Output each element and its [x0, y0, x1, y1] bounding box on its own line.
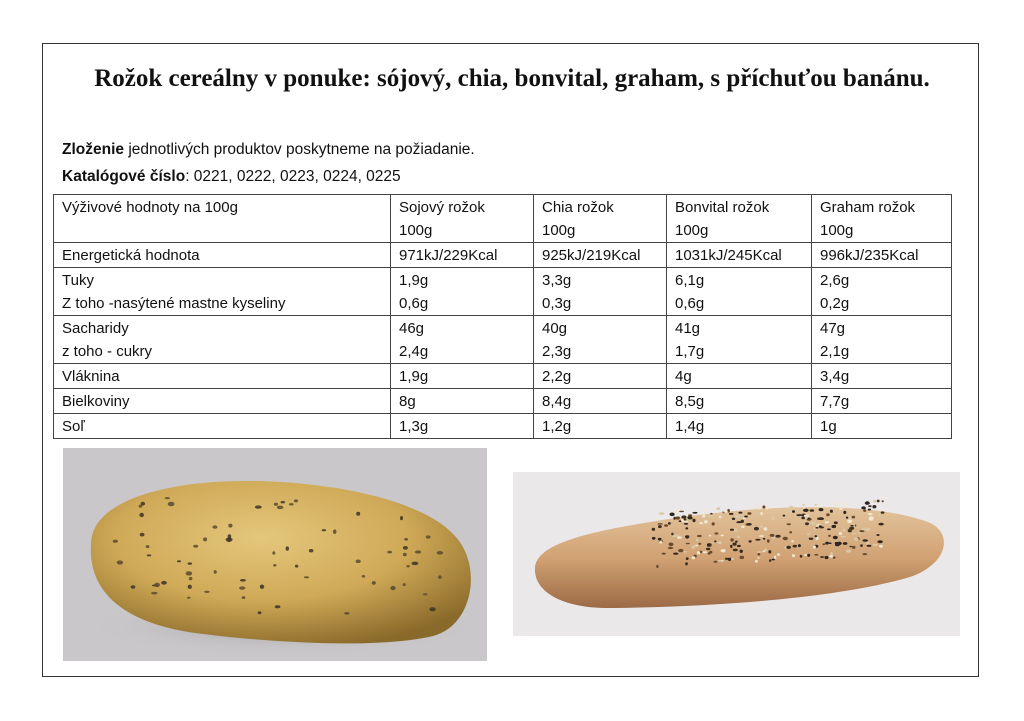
table-row: [54, 389, 952, 414]
cell-value: 47g: [820, 320, 846, 337]
table-cell: [812, 243, 952, 268]
table-cell: [667, 243, 812, 268]
cell-value: 8g: [399, 393, 416, 410]
cell-value: 8,5g: [675, 393, 705, 410]
table-cell: [667, 364, 812, 389]
row-label: Energetická hodnota: [62, 247, 200, 264]
catalog-label: Katalógové číslo: [62, 168, 186, 185]
table-cell: [534, 389, 667, 414]
row-label: Sacharidy: [62, 320, 129, 337]
nutrition-table: [53, 194, 952, 439]
row-label-cell: [54, 243, 391, 268]
table-cell: [812, 316, 952, 364]
cell-subvalue: 0,2g: [820, 295, 850, 312]
header-label-cell: [54, 195, 391, 243]
cell-value: 40g: [542, 320, 568, 337]
column-name: Sojový rožok: [399, 199, 485, 216]
row-label: Tuky: [62, 272, 94, 289]
table-cell: [667, 414, 812, 439]
column-unit: 100g: [675, 222, 709, 239]
table-cell: [391, 268, 534, 316]
table-cell: [812, 414, 952, 439]
row-sublabel: z toho - cukry: [62, 343, 153, 360]
table-header-row: [54, 195, 952, 243]
cell-subvalue: 0,6g: [675, 295, 705, 312]
table-cell: [667, 316, 812, 364]
header-label: Výživové hodnoty na 100g: [62, 199, 238, 216]
row-sublabel: Z toho -nasýtené mastne kyseliny: [62, 295, 286, 312]
cell-subvalue: 2,3g: [542, 343, 572, 360]
row-label: Vláknina: [62, 368, 120, 385]
table-cell: [667, 389, 812, 414]
catalog-line: [62, 168, 401, 186]
cell-value: 7,7g: [820, 393, 850, 410]
cell-value: 4g: [675, 368, 692, 385]
row-label-cell: [54, 414, 391, 439]
cell-value: 3,3g: [542, 272, 572, 289]
bread-roll-illustration: [63, 448, 487, 661]
row-label-cell: [54, 316, 391, 364]
table-cell: [812, 389, 952, 414]
cell-value: 41g: [675, 320, 701, 337]
table-row: [54, 316, 952, 364]
table-cell: [391, 243, 534, 268]
cell-subvalue: 2,4g: [399, 343, 429, 360]
row-label-cell: [54, 268, 391, 316]
table-cell: [391, 389, 534, 414]
cell-subvalue: 0,3g: [542, 295, 572, 312]
header-cell: [534, 195, 667, 243]
composition-line: [62, 141, 475, 159]
cell-value: 1031kJ/245Kcal: [675, 247, 782, 264]
table-cell: [534, 316, 667, 364]
cell-value: 1,2g: [542, 418, 572, 435]
composition-text: jednotlivých produktov poskytneme na požiadanie.: [124, 141, 475, 158]
bread-roll-photo: [63, 448, 487, 661]
row-label-cell: [54, 389, 391, 414]
table-cell: [812, 364, 952, 389]
table-cell: [391, 316, 534, 364]
cell-value: 1,9g: [399, 272, 429, 289]
row-label: Soľ: [62, 418, 85, 435]
cell-subvalue: 0,6g: [399, 295, 429, 312]
cell-subvalue: 1,7g: [675, 343, 705, 360]
header-cell: [667, 195, 812, 243]
cell-value: 971kJ/229Kcal: [399, 247, 498, 264]
column-unit: 100g: [399, 222, 433, 239]
column-unit: 100g: [542, 222, 576, 239]
table-cell: [667, 268, 812, 316]
catalog-numbers: : 0221, 0222, 0223, 0224, 0225: [185, 168, 401, 185]
column-name: Bonvital rožok: [675, 199, 770, 216]
cell-value: 8,4g: [542, 393, 572, 410]
cell-value: 3,4g: [820, 368, 850, 385]
table-row: [54, 243, 952, 268]
cell-value: 1g: [820, 418, 837, 435]
row-label-cell: [54, 364, 391, 389]
table-row: [54, 268, 952, 316]
table-cell: [534, 268, 667, 316]
header-cell: [391, 195, 534, 243]
baguette-photo: [513, 472, 960, 636]
row-label: Bielkoviny: [62, 393, 130, 410]
table-cell: [534, 414, 667, 439]
table-row: [54, 414, 952, 439]
header-cell: [812, 195, 952, 243]
cell-subvalue: 2,1g: [820, 343, 850, 360]
table-cell: [812, 268, 952, 316]
column-name: Graham rožok: [820, 199, 916, 216]
cell-value: 1,9g: [399, 368, 429, 385]
cell-value: 996kJ/235Kcal: [820, 247, 919, 264]
table-cell: [534, 243, 667, 268]
baguette-illustration: [513, 472, 960, 636]
cell-value: 6,1g: [675, 272, 705, 289]
column-unit: 100g: [820, 222, 854, 239]
cell-value: 925kJ/219Kcal: [542, 247, 641, 264]
table-cell: [534, 364, 667, 389]
cell-value: 1,4g: [675, 418, 705, 435]
cell-value: 46g: [399, 320, 425, 337]
cell-value: 2,2g: [542, 368, 572, 385]
page-title: Rožok cereálny v ponuke: sójový, chia, bonvital, graham, s příchuťou banánu.: [94, 65, 930, 92]
table-cell: [391, 414, 534, 439]
column-name: Chia rožok: [542, 199, 614, 216]
table-row: [54, 364, 952, 389]
cell-value: 1,3g: [399, 418, 429, 435]
cell-value: 2,6g: [820, 272, 850, 289]
composition-label: Zloženie: [62, 141, 125, 158]
table-cell: [391, 364, 534, 389]
